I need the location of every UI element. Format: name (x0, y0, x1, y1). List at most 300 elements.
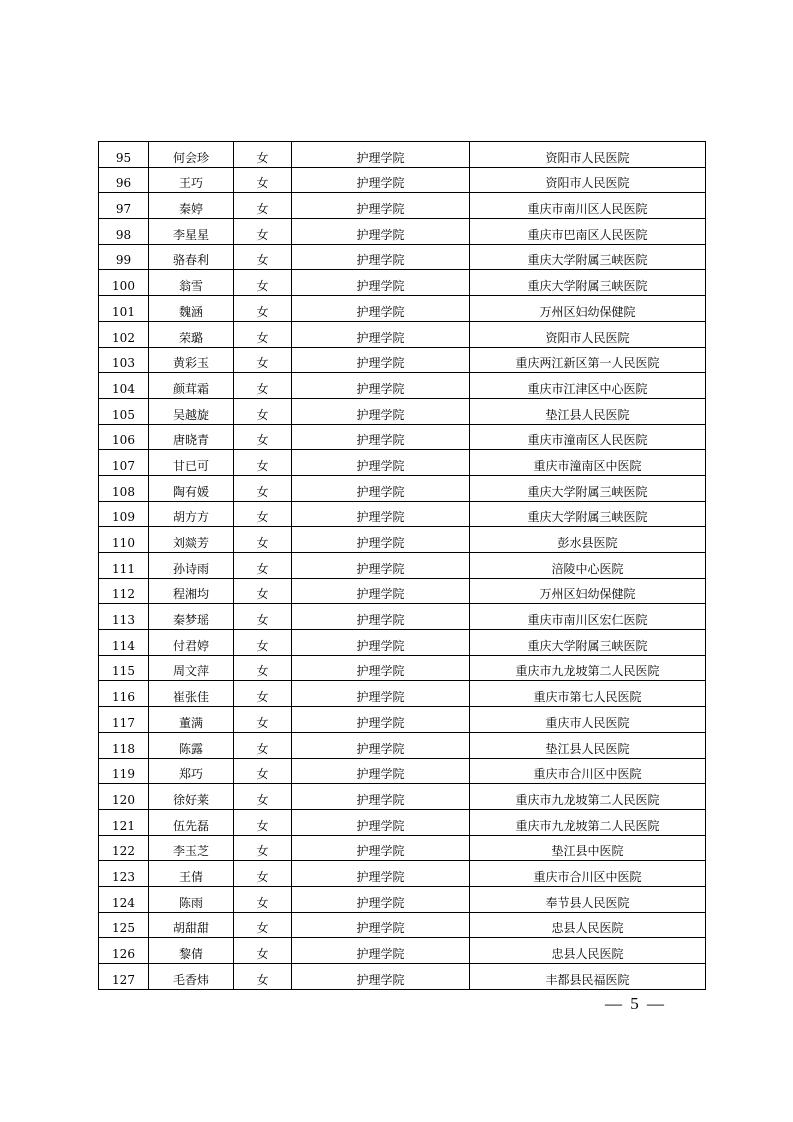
college-cell-text: 护理学院 (356, 690, 405, 705)
workplace-cell (470, 475, 706, 501)
student-name-cell (149, 424, 234, 450)
college-cell-text: 护理学院 (356, 664, 405, 679)
gender-cell (234, 475, 292, 501)
gender-cell-text: 女 (256, 279, 269, 294)
workplace-cell (470, 219, 706, 245)
college-cell (292, 938, 470, 964)
gender-cell-text: 女 (256, 176, 269, 191)
gender-cell (234, 809, 292, 835)
student-name-cell-text: 毛香炜 (172, 972, 209, 987)
college-cell-text: 护理学院 (356, 356, 405, 371)
student-name-cell (149, 758, 234, 784)
gender-cell-text: 女 (256, 484, 269, 499)
student-name-cell (149, 707, 234, 733)
table-row (99, 373, 706, 399)
student-name-cell (149, 809, 234, 835)
row-number-cell-text: 126 (112, 947, 135, 961)
student-name-cell-text: 崔张佳 (172, 690, 209, 705)
workplace-cell (470, 655, 706, 681)
row-number-cell (99, 681, 149, 707)
college-cell (292, 886, 470, 912)
student-name-cell-text: 王巧 (178, 176, 203, 191)
gender-cell-text: 女 (256, 869, 269, 884)
student-name-cell (149, 578, 234, 604)
row-number-cell-text: 119 (112, 767, 135, 782)
workplace-cell (470, 938, 706, 964)
gender-cell (234, 912, 292, 938)
college-cell-text: 护理学院 (356, 253, 405, 268)
gender-cell-text: 女 (256, 202, 269, 217)
workplace-cell-text: 重庆大学附属三峡医院 (527, 484, 648, 499)
gender-cell (234, 193, 292, 219)
college-cell (292, 193, 470, 219)
college-cell-text: 护理学院 (356, 972, 405, 987)
table-row (99, 681, 706, 707)
workplace-cell-text: 重庆市九龙坡第二人民医院 (515, 792, 660, 807)
student-name-cell-text: 陶有媛 (172, 484, 209, 499)
row-number-cell (99, 450, 149, 476)
row-number-cell (99, 630, 149, 656)
college-cell-text: 护理学院 (356, 484, 405, 499)
gender-cell-text: 女 (256, 638, 269, 653)
gender-cell-text: 女 (256, 510, 269, 525)
college-cell-text: 护理学院 (356, 561, 405, 576)
college-cell-text: 护理学院 (356, 792, 405, 807)
row-number-cell-text: 101 (112, 304, 135, 319)
student-name-cell-text: 魏涵 (178, 304, 203, 319)
row-number-cell-text: 103 (112, 356, 135, 371)
student-name-cell (149, 527, 234, 553)
table-row (99, 193, 706, 219)
row-number-cell-text: 96 (115, 176, 132, 191)
row-number-cell (99, 321, 149, 347)
workplace-cell (470, 450, 706, 476)
gender-cell-text: 女 (256, 304, 269, 319)
student-name-cell-text: 王倩 (178, 869, 203, 884)
table-row (99, 167, 706, 193)
table-row (99, 527, 706, 553)
student-name-cell-text: 李玉芝 (172, 844, 209, 859)
row-number-cell (99, 861, 149, 887)
college-cell-text: 护理学院 (356, 818, 405, 833)
gender-cell (234, 270, 292, 296)
student-name-cell-text: 荣璐 (178, 330, 203, 345)
student-name-cell (149, 912, 234, 938)
workplace-cell-text: 资阳市人民医院 (545, 176, 630, 191)
student-name-cell-text: 胡方方 (172, 510, 209, 525)
workplace-cell-text: 涪陵中心医院 (551, 561, 624, 576)
row-number-cell-text: 117 (112, 715, 135, 730)
gender-cell (234, 681, 292, 707)
table-row (99, 964, 706, 990)
gender-cell-text: 女 (256, 664, 269, 679)
college-cell-text: 护理学院 (356, 381, 405, 396)
student-name-cell (149, 167, 234, 193)
gender-cell (234, 527, 292, 553)
workplace-cell-text: 重庆市第七人民医院 (533, 690, 642, 705)
gender-cell (234, 938, 292, 964)
gender-cell-text: 女 (256, 150, 269, 165)
workplace-cell (470, 964, 706, 990)
college-cell-text: 护理学院 (356, 587, 405, 602)
workplace-cell-text: 资阳市人民医院 (545, 330, 630, 345)
college-cell (292, 296, 470, 322)
table-row (99, 630, 706, 656)
college-cell-text: 护理学院 (356, 947, 405, 961)
workplace-cell-text: 重庆市合川区中医院 (533, 767, 642, 782)
student-name-cell (149, 193, 234, 219)
workplace-cell-text: 忠县人民医院 (551, 947, 624, 961)
workplace-cell (470, 886, 706, 912)
row-number-cell (99, 501, 149, 527)
table-row (99, 732, 706, 758)
gender-cell (234, 347, 292, 373)
college-cell-text: 护理学院 (356, 715, 405, 730)
workplace-cell (470, 553, 706, 579)
row-number-cell-text: 127 (112, 972, 135, 987)
workplace-cell (470, 142, 706, 168)
college-cell (292, 321, 470, 347)
student-name-cell (149, 450, 234, 476)
workplace-cell (470, 784, 706, 810)
college-cell-text: 护理学院 (356, 921, 405, 936)
gender-cell (234, 707, 292, 733)
gender-cell-text: 女 (256, 690, 269, 705)
workplace-cell (470, 321, 706, 347)
workplace-cell (470, 398, 706, 424)
gender-cell-text: 女 (256, 458, 269, 473)
table-row (99, 938, 706, 964)
workplace-cell-text: 重庆大学附属三峡医院 (527, 279, 648, 294)
college-cell (292, 424, 470, 450)
student-name-cell-text: 唐晓青 (172, 433, 209, 448)
row-number-cell-text: 104 (112, 381, 135, 396)
college-cell-text: 护理学院 (356, 304, 405, 319)
gender-cell-text: 女 (256, 330, 269, 345)
row-number-cell (99, 707, 149, 733)
table-row (99, 219, 706, 245)
gender-cell (234, 758, 292, 784)
table-row (99, 244, 706, 270)
workplace-cell-text: 重庆大学附属三峡医院 (527, 510, 648, 525)
table-row (99, 809, 706, 835)
table-row (99, 424, 706, 450)
workplace-cell (470, 707, 706, 733)
college-cell (292, 758, 470, 784)
row-number-cell-text: 123 (112, 869, 135, 884)
student-name-cell-text: 孙诗雨 (172, 561, 209, 576)
roster-table-body (99, 142, 706, 990)
gender-cell-text: 女 (256, 561, 269, 576)
student-name-cell-text: 刘燚芳 (172, 536, 209, 550)
college-cell-text: 护理学院 (356, 767, 405, 782)
gender-cell-text: 女 (256, 253, 269, 268)
student-name-cell-text: 陈露 (178, 741, 203, 756)
gender-cell-text: 女 (256, 818, 269, 833)
workplace-cell-text: 重庆市潼南区中医院 (533, 458, 642, 473)
college-cell-text: 护理学院 (356, 227, 405, 242)
college-cell (292, 578, 470, 604)
workplace-cell-text: 重庆大学附属三峡医院 (527, 638, 648, 653)
workplace-cell (470, 501, 706, 527)
workplace-cell (470, 835, 706, 861)
student-name-cell-text: 程湘均 (172, 587, 209, 602)
student-name-cell (149, 604, 234, 630)
table-row (99, 450, 706, 476)
workplace-cell (470, 296, 706, 322)
row-number-cell (99, 553, 149, 579)
college-cell (292, 475, 470, 501)
row-number-cell (99, 655, 149, 681)
workplace-cell (470, 373, 706, 399)
table-row (99, 707, 706, 733)
student-name-cell (149, 835, 234, 861)
student-name-cell-text: 伍先磊 (172, 818, 209, 833)
college-cell (292, 655, 470, 681)
workplace-cell-text: 丰都县民福医院 (545, 972, 630, 987)
row-number-cell-text: 113 (112, 613, 135, 628)
gender-cell (234, 296, 292, 322)
gender-cell-text: 女 (256, 356, 269, 371)
workplace-cell-text: 忠县人民医院 (551, 921, 624, 936)
workplace-cell (470, 604, 706, 630)
gender-cell (234, 861, 292, 887)
row-number-cell (99, 732, 149, 758)
row-number-cell-text: 110 (112, 536, 135, 550)
student-name-cell-text: 董满 (178, 715, 203, 730)
workplace-cell-text: 垫江县人民医院 (545, 407, 630, 422)
student-roster-table (98, 141, 706, 990)
college-cell (292, 270, 470, 296)
gender-cell-text: 女 (256, 921, 269, 936)
table-row (99, 321, 706, 347)
row-number-cell-text: 98 (115, 227, 132, 242)
workplace-cell-text: 重庆市南川区宏仁医院 (527, 613, 648, 628)
workplace-cell-text: 重庆市潼南区人民医院 (527, 433, 648, 448)
student-name-cell (149, 219, 234, 245)
workplace-cell (470, 630, 706, 656)
college-cell-text: 护理学院 (356, 741, 405, 756)
student-name-cell (149, 655, 234, 681)
student-name-cell (149, 553, 234, 579)
row-number-cell (99, 578, 149, 604)
college-cell (292, 707, 470, 733)
workplace-cell-text: 垫江县中医院 (551, 844, 624, 859)
gender-cell (234, 553, 292, 579)
row-number-cell-text: 111 (112, 561, 135, 576)
row-number-cell-text: 115 (112, 664, 135, 679)
row-number-cell (99, 193, 149, 219)
gender-cell-text: 女 (256, 792, 269, 807)
gender-cell (234, 732, 292, 758)
student-name-cell (149, 681, 234, 707)
student-name-cell (149, 784, 234, 810)
gender-cell (234, 886, 292, 912)
student-name-cell-text: 黎倩 (178, 947, 203, 961)
row-number-cell-text: 118 (112, 741, 135, 756)
workplace-cell-text: 重庆市九龙坡第二人民医院 (515, 818, 660, 833)
gender-cell (234, 424, 292, 450)
student-name-cell-text: 秦梦瑶 (172, 613, 209, 628)
student-name-cell (149, 938, 234, 964)
student-name-cell-text: 付君婷 (172, 638, 209, 653)
student-name-cell (149, 732, 234, 758)
student-name-cell-text: 周文萍 (172, 664, 209, 679)
table-row (99, 655, 706, 681)
workplace-cell (470, 244, 706, 270)
gender-cell-text: 女 (256, 381, 269, 396)
row-number-cell-text: 95 (115, 150, 132, 165)
student-name-cell-text: 胡甜甜 (172, 921, 209, 936)
row-number-cell-text: 121 (112, 818, 135, 833)
college-cell (292, 809, 470, 835)
table-row (99, 296, 706, 322)
student-name-cell (149, 501, 234, 527)
gender-cell (234, 578, 292, 604)
row-number-cell (99, 835, 149, 861)
college-cell (292, 347, 470, 373)
gender-cell (234, 655, 292, 681)
college-cell (292, 501, 470, 527)
table-row (99, 553, 706, 579)
college-cell (292, 912, 470, 938)
row-number-cell (99, 964, 149, 990)
workplace-cell-text: 重庆市江津区中心医院 (527, 381, 648, 396)
college-cell (292, 630, 470, 656)
workplace-cell-text: 重庆市合川区中医院 (533, 869, 642, 884)
student-name-cell-text: 徐好莱 (172, 792, 209, 807)
college-cell (292, 450, 470, 476)
table-row (99, 475, 706, 501)
workplace-cell (470, 681, 706, 707)
row-number-cell (99, 296, 149, 322)
college-cell (292, 219, 470, 245)
gender-cell (234, 450, 292, 476)
workplace-cell-text: 资阳市人民医院 (545, 150, 630, 165)
table-row (99, 578, 706, 604)
student-name-cell (149, 321, 234, 347)
gender-cell (234, 167, 292, 193)
college-cell (292, 835, 470, 861)
row-number-cell (99, 142, 149, 168)
table-row (99, 501, 706, 527)
row-number-cell (99, 167, 149, 193)
gender-cell-text: 女 (256, 227, 269, 242)
college-cell (292, 861, 470, 887)
row-number-cell-text: 112 (112, 587, 135, 602)
workplace-cell-text: 重庆市人民医院 (545, 715, 630, 730)
college-cell (292, 604, 470, 630)
college-cell-text: 护理学院 (356, 202, 405, 217)
student-name-cell (149, 475, 234, 501)
student-name-cell-text: 何会珍 (172, 150, 209, 165)
college-cell-text: 护理学院 (356, 895, 405, 910)
student-name-cell (149, 964, 234, 990)
college-cell (292, 167, 470, 193)
row-number-cell-text: 97 (115, 202, 132, 217)
workplace-cell (470, 167, 706, 193)
gender-cell-text: 女 (256, 407, 269, 422)
table-row (99, 912, 706, 938)
student-name-cell-text: 颜茸霜 (172, 381, 209, 396)
workplace-cell-text: 重庆大学附属三峡医院 (527, 253, 648, 268)
college-cell-text: 护理学院 (356, 613, 405, 628)
gender-cell (234, 630, 292, 656)
row-number-cell-text: 109 (112, 510, 135, 525)
row-number-cell (99, 886, 149, 912)
gender-cell-text: 女 (256, 613, 269, 628)
gender-cell (234, 501, 292, 527)
row-number-cell-text: 106 (112, 433, 135, 448)
college-cell-text: 护理学院 (356, 536, 405, 550)
college-cell (292, 732, 470, 758)
workplace-cell (470, 193, 706, 219)
row-number-cell (99, 604, 149, 630)
college-cell (292, 681, 470, 707)
workplace-cell (470, 578, 706, 604)
gender-cell (234, 604, 292, 630)
workplace-cell (470, 861, 706, 887)
row-number-cell-text: 99 (115, 253, 132, 268)
student-name-cell (149, 398, 234, 424)
workplace-cell (470, 424, 706, 450)
workplace-cell (470, 527, 706, 553)
gender-cell-text: 女 (256, 767, 269, 782)
row-number-cell (99, 527, 149, 553)
table-row (99, 784, 706, 810)
student-name-cell (149, 142, 234, 168)
row-number-cell-text: 125 (112, 921, 135, 936)
gender-cell-text: 女 (256, 741, 269, 756)
student-name-cell-text: 陈雨 (178, 895, 203, 910)
college-cell-text: 护理学院 (356, 150, 405, 165)
gender-cell (234, 244, 292, 270)
workplace-cell-text: 重庆市南川区人民医院 (527, 202, 648, 217)
table-row (99, 758, 706, 784)
student-name-cell (149, 270, 234, 296)
gender-cell-text: 女 (256, 895, 269, 910)
student-name-cell (149, 861, 234, 887)
row-number-cell (99, 244, 149, 270)
student-name-cell (149, 244, 234, 270)
student-name-cell-text: 李星星 (172, 227, 209, 242)
college-cell-text: 护理学院 (356, 844, 405, 859)
student-name-cell (149, 886, 234, 912)
workplace-cell-text: 重庆两江新区第一人民医院 (515, 356, 660, 371)
student-name-cell-text: 甘已可 (172, 458, 209, 473)
workplace-cell-text: 万州区妇幼保健院 (539, 304, 636, 319)
row-number-cell (99, 270, 149, 296)
row-number-cell-text: 100 (112, 279, 135, 294)
gender-cell-text: 女 (256, 947, 269, 961)
workplace-cell-text: 重庆市巴南区人民医院 (527, 227, 648, 242)
workplace-cell-text: 重庆市九龙坡第二人民医院 (515, 664, 660, 679)
college-cell-text: 护理学院 (356, 458, 405, 473)
table-row (99, 270, 706, 296)
row-number-cell-text: 124 (112, 895, 135, 910)
workplace-cell (470, 347, 706, 373)
row-number-cell-text: 107 (112, 458, 135, 473)
student-name-cell-text: 郑巧 (178, 767, 203, 782)
college-cell (292, 373, 470, 399)
table-row (99, 347, 706, 373)
college-cell (292, 784, 470, 810)
workplace-cell (470, 270, 706, 296)
college-cell (292, 244, 470, 270)
row-number-cell (99, 219, 149, 245)
gender-cell-text: 女 (256, 587, 269, 602)
gender-cell-text: 女 (256, 715, 269, 730)
